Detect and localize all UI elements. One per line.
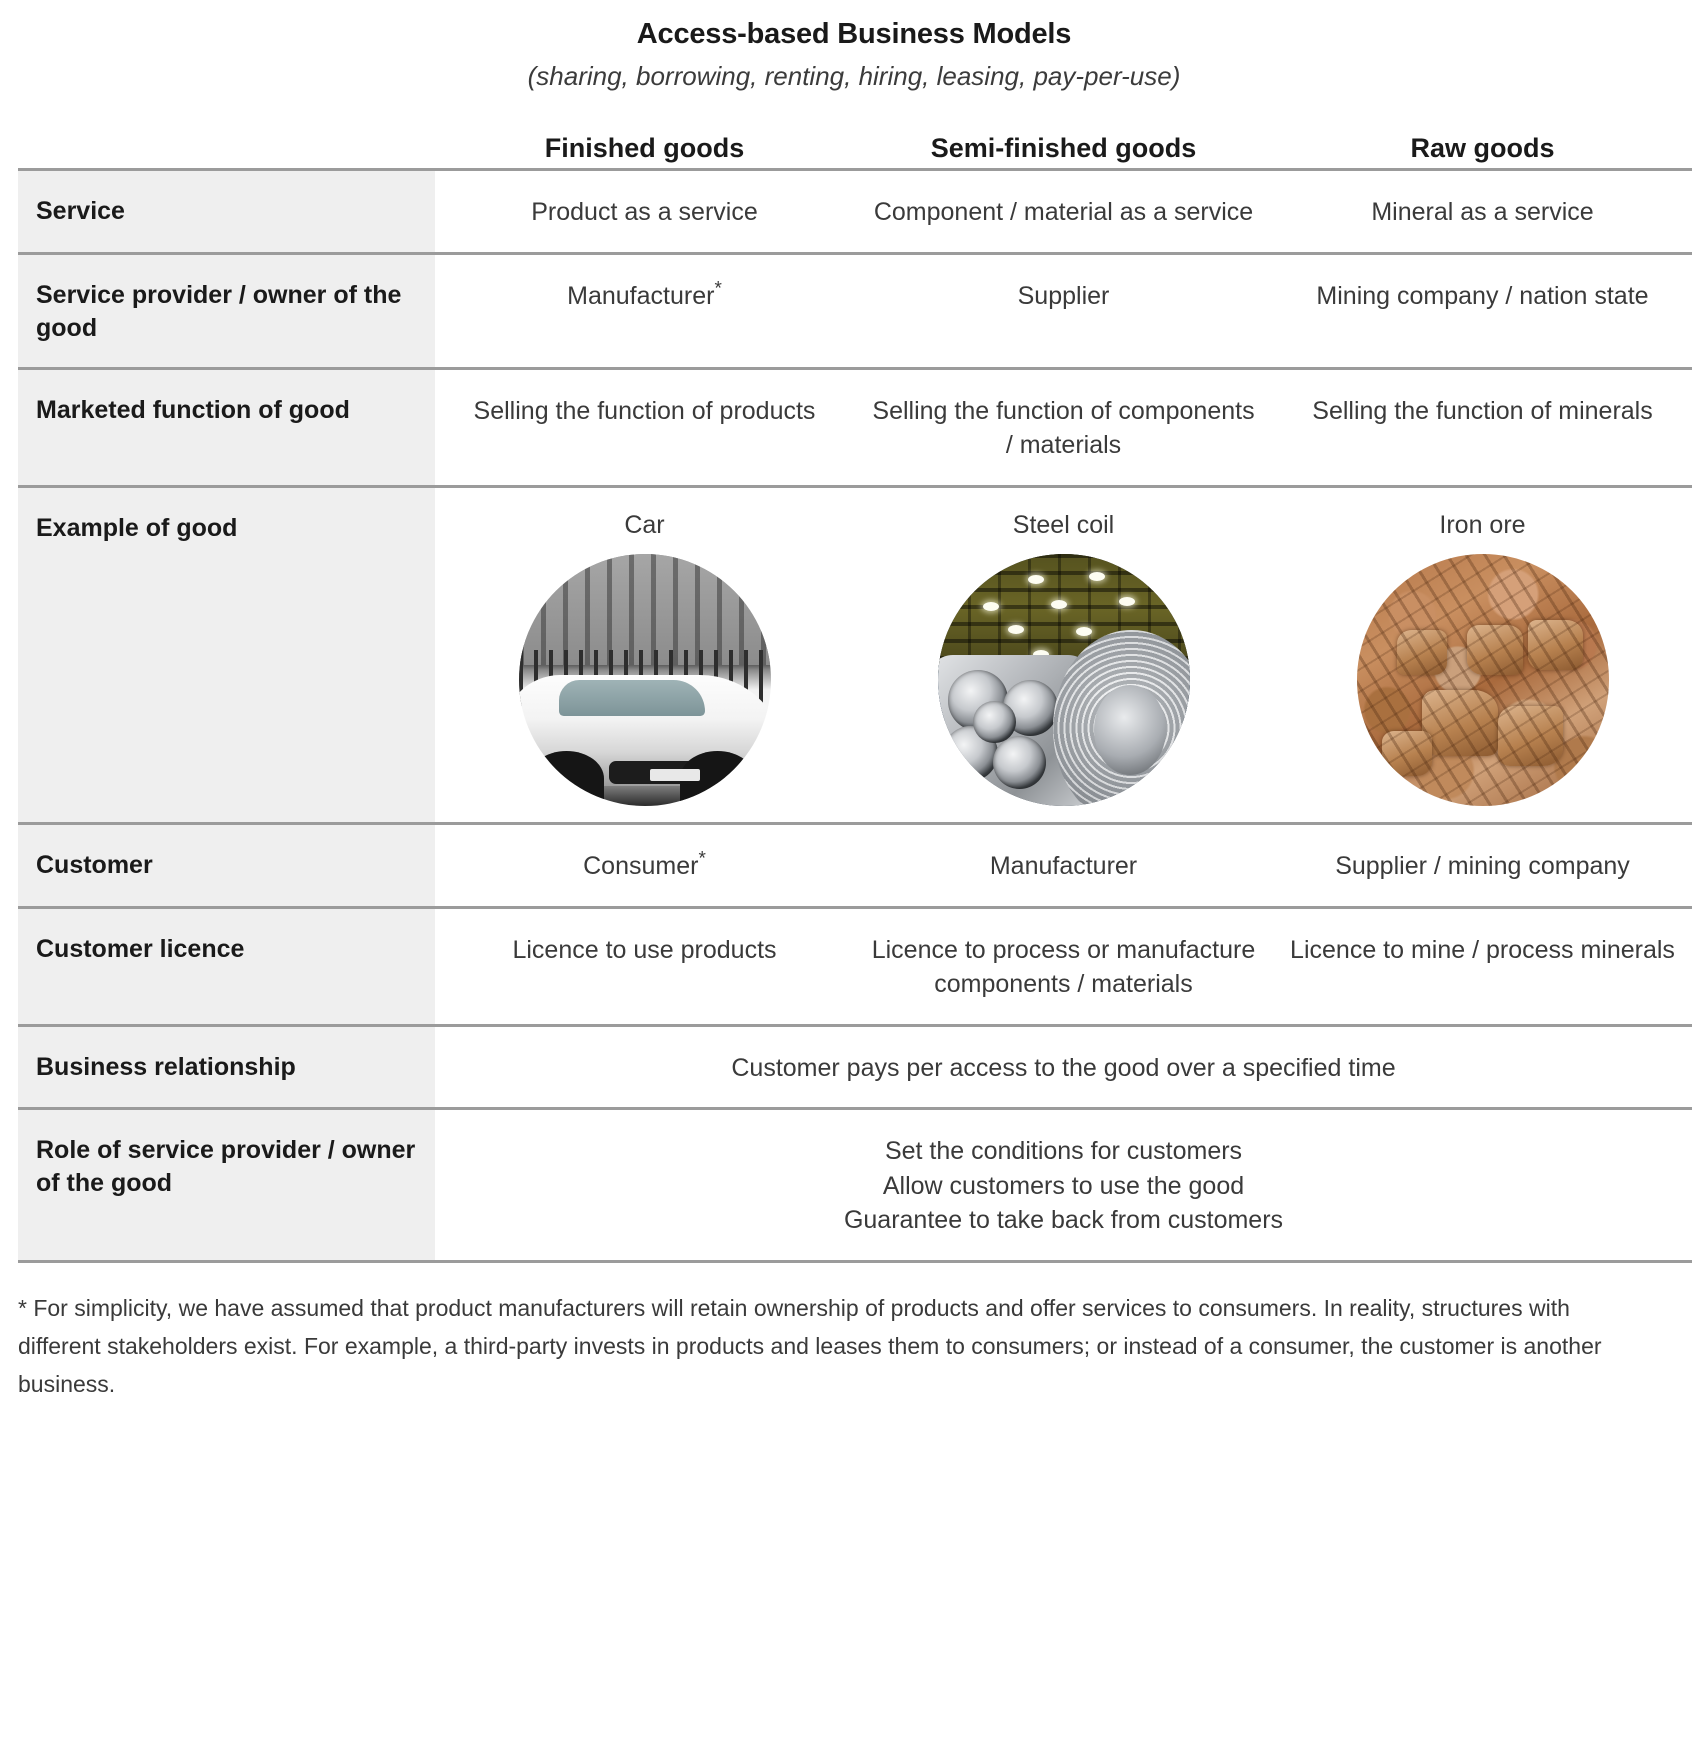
cell-function-raw: Selling the function of minerals <box>1312 396 1653 425</box>
ceiling-lamp-icon <box>1051 600 1067 609</box>
table-rule <box>18 1260 1692 1263</box>
row-label-marketed-function: Marketed function of good <box>18 370 435 485</box>
car-wheel-left <box>529 751 605 806</box>
table-row <box>18 909 1692 1024</box>
ceiling-lamp-icon <box>1028 575 1044 584</box>
role-line: Guarantee to take back from customers <box>843 1206 1284 1235</box>
car-windscreen <box>559 680 705 715</box>
document-title: Access-based Business Models <box>636 18 1072 50</box>
table-row <box>18 825 1692 906</box>
cell-provider-semi-finished: Supplier <box>1017 281 1110 310</box>
row-label-customer: Customer <box>18 825 435 906</box>
column-header-label: Raw goods <box>1410 133 1555 164</box>
document-subtitle: (sharing, borrowing, renting, hiring, leasing, pay-per-use) <box>527 61 1181 92</box>
coil-ring <box>973 701 1016 744</box>
cell-provider-raw: Mining company / nation state <box>1316 281 1649 310</box>
cell-customer-raw: Supplier / mining company <box>1335 852 1630 881</box>
cell-text: Manufacturer <box>567 281 715 310</box>
row-label-service: Service <box>18 171 435 252</box>
cell-service-raw: Mineral as a service <box>1371 198 1594 227</box>
table-row <box>18 171 1692 252</box>
example-caption-iron-ore: Iron ore <box>1439 510 1526 539</box>
cell-licence-semi-finished: Licence to process or manufacture components / materials <box>871 935 1256 999</box>
cell-function-semi-finished: Selling the function of components / materials <box>872 396 1255 460</box>
car-number-plate <box>650 769 700 782</box>
cell-role-span <box>435 1110 1692 1260</box>
cell-function-finished: Selling the function of products <box>473 396 816 425</box>
coil-hub <box>1094 685 1166 775</box>
cell-text: Consumer <box>583 852 699 881</box>
table-column-header-row <box>18 94 1692 168</box>
table-row <box>18 370 1692 485</box>
table-row <box>18 1110 1692 1260</box>
footnote <box>18 1289 1628 1404</box>
table-row <box>18 255 1692 367</box>
column-header-raw-goods <box>1273 133 1692 164</box>
role-line: Allow customers to use the good <box>882 1171 1245 1200</box>
iron-ore-photo <box>1357 554 1609 806</box>
footnote-marker-icon: * <box>18 1294 27 1321</box>
car-photo <box>519 554 771 806</box>
cell-example-raw <box>1273 488 1692 823</box>
footnote-text: For simplicity, we have assumed that product manufacturers will retain ownership of products and offer services to consumers. In reality, structures with different stakeholders exist. For example, a third-party invests in products and leases them to consumers; or instead of a consumer, the customer is another business. <box>18 1294 1602 1398</box>
table-row <box>18 1027 1692 1108</box>
row-label-service-provider: Service provider / owner of the good <box>18 255 435 367</box>
cell-service-semi-finished: Component / material as a service <box>873 198 1254 227</box>
building-backdrop <box>519 554 771 665</box>
ceiling-lamp-icon <box>1089 572 1105 581</box>
ore-shadow-overlay <box>1357 554 1609 806</box>
cell-customer-finished <box>435 825 854 906</box>
role-line: Set the conditions for customers <box>884 1137 1243 1166</box>
column-header-label: Semi-finished goods <box>930 133 1197 164</box>
cell-business-relationship-span: Customer pays per access to the good over a specified time <box>731 1053 1396 1082</box>
cell-provider-finished <box>435 255 854 367</box>
row-label-role-of-service-provider: Role of service provider / owner of the good <box>18 1110 435 1260</box>
row-label-customer-licence: Customer licence <box>18 909 435 1024</box>
example-caption-steel-coil: Steel coil <box>1012 510 1115 539</box>
steel-coil-photo <box>938 554 1190 806</box>
footnote-marker-icon: * <box>714 278 722 300</box>
title-block <box>0 0 1708 94</box>
table-row-examples <box>18 488 1692 823</box>
example-caption-car: Car <box>624 510 665 539</box>
coil-ring <box>993 736 1046 789</box>
row-label-example-of-good: Example of good <box>18 488 435 823</box>
cell-example-finished <box>435 488 854 823</box>
cell-licence-finished: Licence to use products <box>512 935 777 964</box>
column-header-label: Finished goods <box>544 133 745 164</box>
cell-customer-semi-finished: Manufacturer <box>989 852 1138 881</box>
comparison-table <box>18 94 1692 1263</box>
column-header-semi-finished-goods <box>854 133 1273 164</box>
cell-example-semi-finished <box>854 488 1273 823</box>
cell-service-finished: Product as a service <box>531 198 758 227</box>
cell-licence-raw: Licence to mine / process minerals <box>1290 935 1675 964</box>
column-header-finished-goods <box>435 133 854 164</box>
ceiling-lamp-icon <box>1008 625 1024 634</box>
footnote-marker-icon: * <box>698 849 706 871</box>
row-label-business-relationship: Business relationship <box>18 1027 435 1108</box>
